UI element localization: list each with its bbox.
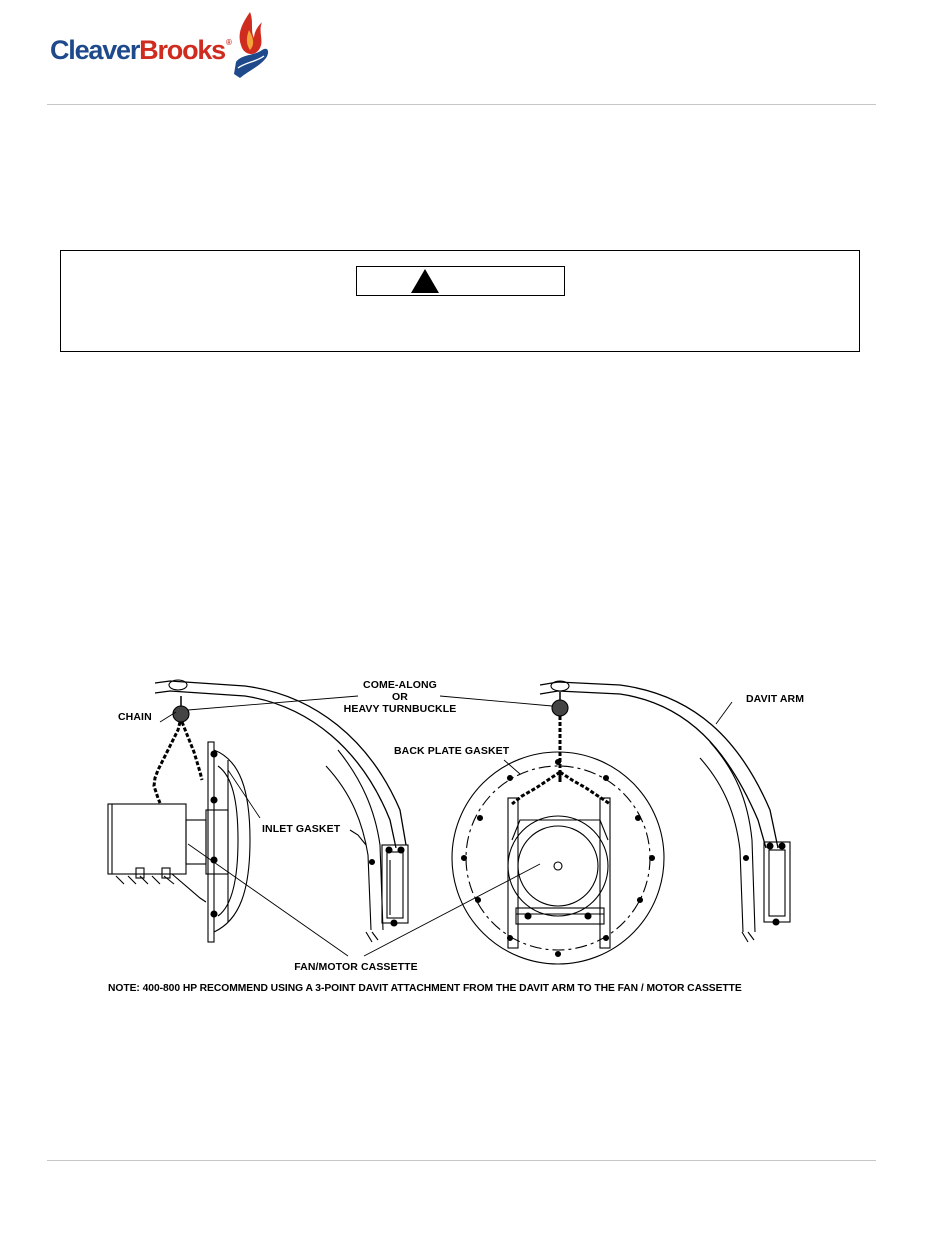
footer-divider <box>47 1160 876 1161</box>
label-chain: CHAIN <box>118 711 152 723</box>
header-divider <box>47 104 876 105</box>
label-back-plate-gasket: BACK PLATE GASKET <box>394 745 510 757</box>
logo-registered-mark: ® <box>226 38 231 47</box>
label-or: OR <box>392 691 408 703</box>
flame-hand-logo-icon <box>232 8 272 80</box>
company-logo <box>50 30 231 77</box>
label-inlet-gasket: INLET GASKET <box>262 823 341 835</box>
warning-badge <box>356 266 565 296</box>
label-fan-motor-cassette: FAN/MOTOR CASSETTE <box>294 961 418 973</box>
label-davit-arm: DAVIT ARM <box>746 693 805 705</box>
warning-triangle-icon <box>410 268 440 294</box>
davit-arm-diagram <box>100 670 820 975</box>
label-come-along: COME-ALONG <box>363 679 437 691</box>
logo-text-cleaver: Cleaver <box>50 35 140 65</box>
label-heavy-turnbuckle: HEAVY TURNBUCKLE <box>343 703 457 715</box>
figure-note: NOTE: 400-800 HP RECOMMEND USING A 3-POINT DAVIT ATTACHMENT FROM THE DAVIT ARM TO THE FAN / MOTOR CASSETTE <box>108 983 742 994</box>
logo-text-brooks: Brooks <box>139 35 225 65</box>
